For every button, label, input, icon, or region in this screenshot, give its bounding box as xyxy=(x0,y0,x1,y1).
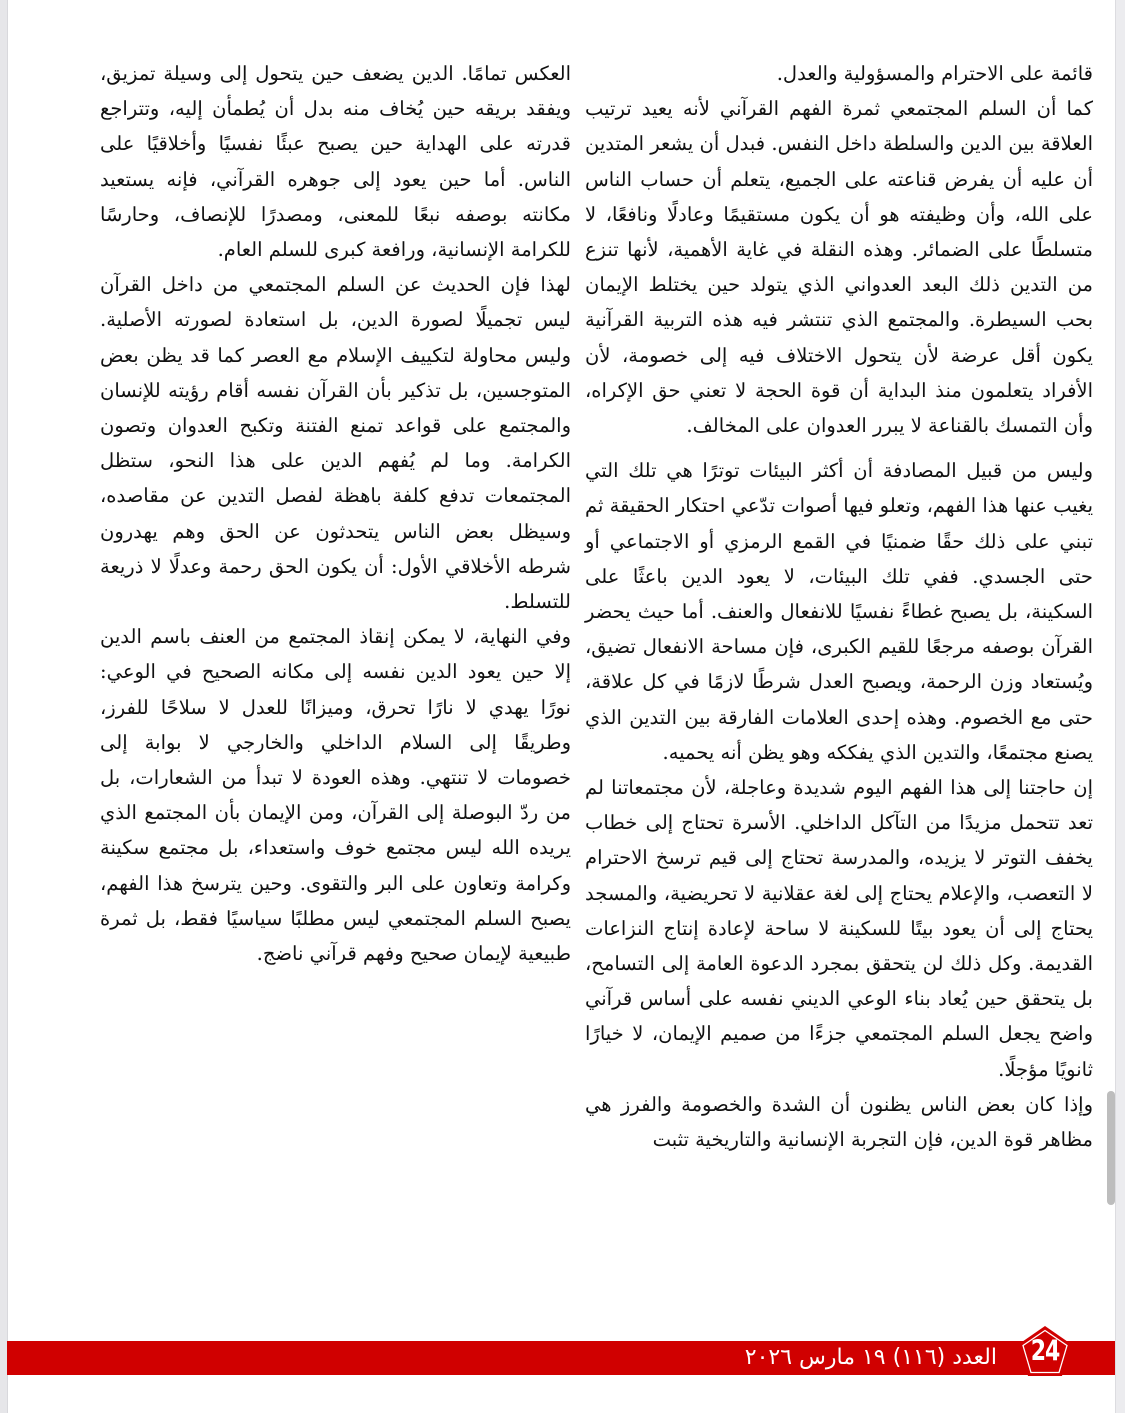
paragraph: وفي النهاية، لا يمكن إنقاذ المجتمع من العنف باسم الدين إلا حين يعود الدين نفسه إلى مكانه الصحيح في الوعي: نورًا يهدي لا نارًا تحرق، وميزانًا للعدل لا سلاحًا للفرز، وطريقًا إلى السلام الداخلي والخارجي لا بوابة إلى خصومات لا تنتهي. وهذه العودة لا تبدأ من الشعارات، بل من ردّ البوصلة إلى القرآن، ومن الإيمان بأن المجتمع الذي يريده الله ليس مجتمع خوف واستعداء، بل مجتمع سكينة وكرامة وتعاون على البر والتقوى. وحين يترسخ هذا الفهم، يصبح السلم المجتمعي ليس مطلبًا سياسيًا فقط، بل ثمرة طبيعية لإيمان صحيح وفهم قرآني ناضج. xyxy=(100,625,571,966)
scrollbar-track[interactable] xyxy=(1115,0,1125,1413)
paragraph: العكس تمامًا. الدين يضعف حين يتحول إلى وسيلة تمزيق، ويفقد بريقه حين يُخاف منه بدل أن يُطمأن إليه، وتتراجع قدرته على الهداية حين يصبح عبئًا نفسيًا وأخلاقيًا على الناس. أما حين يعود إلى جوهره القرآني، فإنه يستعيد مكانته بوصفه نبعًا للمعنى، ومصدرًا للإنصاف، وحارسًا للكرامة الإنسانية، ورافعة كبرى للسلم العام. xyxy=(100,62,571,262)
article-column-right xyxy=(585,56,1093,1157)
paragraph: لهذا فإن الحديث عن السلم المجتمعي من داخل القرآن ليس تجميلًا لصورة الدين، بل استعادة لصورته الأصلية. وليس محاولة لتكييف الإسلام مع العصر كما قد يظن بعض المتوجسين، بل تذكير بأن القرآن نفسه أقام رؤيته للإنسان والمجتمع على قواعد تمنع الفتنة وتكبح العدوان وتصون الكرامة. وما لم يُفهم الدين على هذا النحو، ستظل المجتمعات تدفع كلفة باهظة لفصل التدين عن مقاصده، وسيظل بعض الناس يتحدثون عن الحق وهم يهدرون شرطه الأخلاقي الأول: أن يكون الحق رحمة وعدلًا لا ذريعة للتسلط. xyxy=(100,273,571,614)
paragraph: وليس من قبيل المصادفة أن أكثر البيئات توترًا هي تلك التي يغيب عنها هذا الفهم، وتعلو فيها أصوات تدّعي احتكار الحقيقة ثم تبني على ذلك حقًا ضمنيًا في القمع الرمزي أو الاجتماعي أو حتى الجسدي. ففي تلك البيئات، لا يعود الدين باعثًا على السكينة، بل يصبح غطاءً نفسيًا للانفعال والعنف. أما حيث يحضر القرآن بوصفه مرجعًا للقيم الكبرى، فإن مساحة الانفعال تضيق، ويُستعاد وزن الرحمة، ويصبح العدل شرطًا لازمًا في كل علاقة، حتى مع الخصوم. وهذه إحدى العلامات الفارقة بين التدين الذي يصنع مجتمعًا، والتدين الذي يفككه وهو يظن أنه يحميه. xyxy=(585,459,1093,764)
paragraph: إن حاجتنا إلى هذا الفهم اليوم شديدة وعاجلة، لأن مجتمعاتنا لم تعد تتحمل مزيدًا من التآكل الداخلي. الأسرة تحتاج إلى خطاب يخفف التوتر لا يزيده، والمدرسة تحتاج إلى قيم ترسخ الاحترام لا التعصب، والإعلام يحتاج إلى لغة عقلانية لا تحريضية، والمسجد يحتاج إلى أن يعود بيتًا للسكينة لا ساحة لإعادة إنتاج النزاعات القديمة. وكل ذلك لن يتحقق بمجرد الدعوة العامة إلى التسامح، بل يتحقق حين يُعاد بناء الوعي الديني نفسه على أساس قرآني واضح يجعل السلم المجتمعي جزءًا من صميم الإيمان، لا خيارًا ثانويًا مؤجلًا. xyxy=(585,776,1093,1081)
magazine-page xyxy=(8,0,1115,1413)
issue-info: العدد (١١٦) ١٩ مارس ٢٠٢٦ xyxy=(744,1345,997,1370)
page-number: 24 xyxy=(1030,1336,1060,1369)
paragraph: قائمة على الاحترام والمسؤولية والعدل. xyxy=(776,62,1093,85)
viewer-left-border xyxy=(0,0,8,1413)
article-column-left xyxy=(100,56,571,971)
paragraph: وإذا كان بعض الناس يظنون أن الشدة والخصومة والفرز هي مظاهر قوة الدين، فإن التجربة الإنسانية والتاريخية تثبت xyxy=(585,1092,1093,1152)
scrollbar-thumb[interactable] xyxy=(1107,1091,1115,1205)
page-number-badge xyxy=(1018,1325,1072,1377)
paragraph: كما أن السلم المجتمعي ثمرة الفهم القرآني لأنه يعيد ترتيب العلاقة بين الدين والسلطة داخل النفس. فبدل أن يشعر المتدين أن عليه أن يفرض قناعته على الجميع، يتعلم أن حساب الناس على الله، وأن وظيفته هو أن يكون مستقيمًا وعادلًا ونافعًا، لا متسلطًا على الضمائر. وهذه النقلة في غاية الأهمية، لأنها تنزع من التدين ذلك البعد العدواني الذي يتولد حين يختلط الإيمان بحب السيطرة. والمجتمع الذي تنتشر فيه هذه التربية القرآنية يكون أقل عرضة لأن يتحول الاختلاف فيه إلى خصومة، لأن الأفراد يتعلمون منذ البداية أن قوة الحجة لا تعني حق الإكراه، وأن التمسك بالقناعة لا يبرر العدوان على المخالف. xyxy=(585,97,1093,438)
